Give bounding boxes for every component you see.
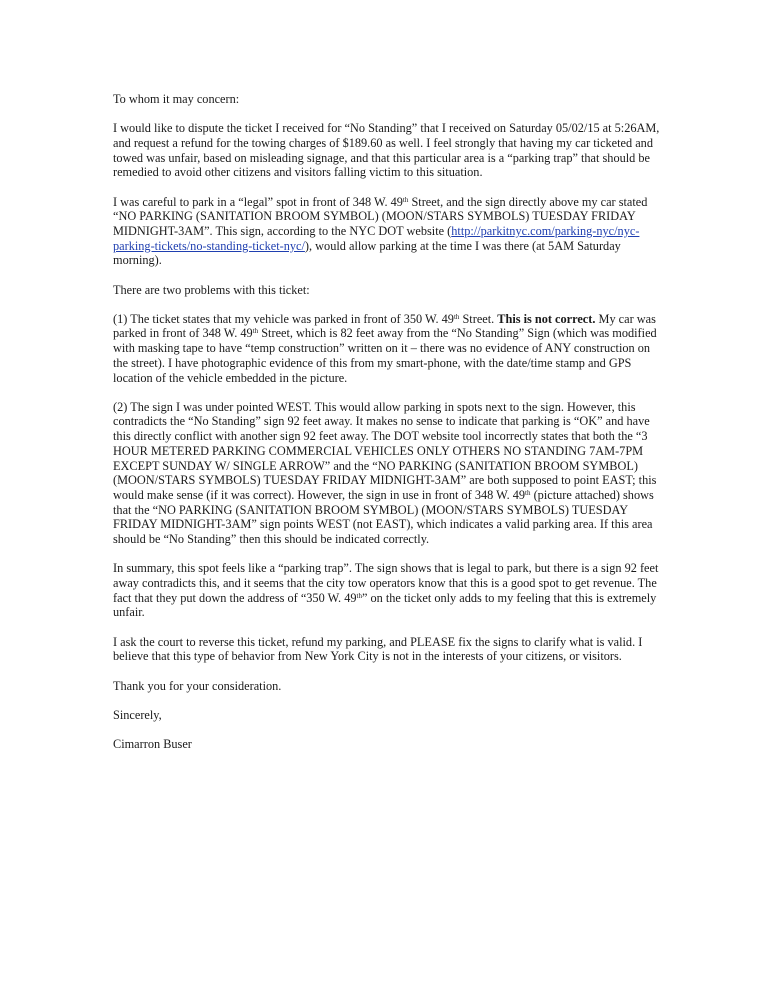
dot-website-link[interactable]: http://parkitnyc.com/parking-nyc/nyc-parking-tickets/no-standing-ticket-nyc/ [113, 223, 640, 253]
salutation: To whom it may concern: [113, 92, 240, 106]
paragraph-problems-intro: There are two problems with this ticket: [113, 282, 310, 297]
closing: Sincerely, [113, 707, 162, 722]
paragraph-problem-1: (1) The ticket states that my vehicle was parked in front of 350 W. 49th Street. This is not correct. My car was parked in front of 348 W. 49th Street, which is 82 feet away from the “No Standing” Sign (which was modified with masking tape to have “temp construction” written on it – there was no evidence of ANY construction on the street). I have photographic evidence of this from my smart-phone, with the date/time stamp and GPS location of the vehicle embedded in the picture. [113, 311, 657, 385]
not-correct-emphasis: This is not correct. [497, 311, 596, 326]
signature: Cimarron Buser [113, 736, 192, 751]
paragraph-summary: In summary, this spot feels like a “parking trap”. The sign shows that is legal to park, but there is a sign 92 feet away contradicts this, and it seems that the city tow operators know that this is a good spot to get revenue. The fact that they put down the address of “350 W. 49th” on the ticket only adds to my feeling that this is extremely unfair. [113, 561, 659, 620]
paragraph-parking-spot: I was careful to park in a “legal” spot in front of 348 W. 49th Street, and the sign directly above my car stated “NO PARKING (SANITATION BROOM SYMBOL) (MOON/STARS SYMBOLS) TUESDAY FRIDAY MIDNIGHT-3AM”. This sign, according to the NYC DOT website (http://parkitnyc.com/parking-nyc/nyc-parking-tickets/no-standing-ticket-nyc/), would allow parking at the time I was there (at 5AM Saturday morning). [113, 194, 648, 268]
paragraph-intro: I would like to dispute the ticket I received for “No Standing” that I received on Saturday 05/02/15 at 5:26AM, and request a refund for the towing charges of $189.60 as well. I feel strongly that having my car ticketed and towed was unfair, based on misleading signage, and that this particular area is a “parking trap” that should be remedied to avoid other citizens and visitors falling victim to this situation. [113, 121, 660, 180]
paragraph-thanks: Thank you for your consideration. [113, 678, 282, 693]
paragraph-problem-2: (2) The sign I was under pointed WEST. This would allow parking in spots next to the sign. However, this contradicts the “No Standing” sign 92 feet away. It makes no sense to indicate that parking is “OK” and have this directly conflict with another sign 92 feet away. The DOT website tool incorrectly states that both the “3 HOUR METERED PARKING COMMERCIAL VEHICLES ONLY OTHERS NO STANDING 7AM-7PM EXCEPT SUNDAY W/ SINGLE ARROW” and the “NO PARKING (SANITATION BROOM SYMBOL) (MOON/STARS SYMBOLS) TUESDAY FRIDAY MIDNIGHT-3AM” are both supposed to point EAST; this would make sense (if it was correct). However, the sign in use in front of 348 W. 49th (picture attached) shows that the “NO PARKING (SANITATION BROOM SYMBOL) (MOON/STARS SYMBOLS) TUESDAY FRIDAY MIDNIGHT-3AM” sign points WEST (not EAST), which indicates a valid parking area. If this area should be “No Standing” then this should be indicated correctly. [113, 399, 657, 547]
paragraph-request: I ask the court to reverse this ticket, refund my parking, and PLEASE fix the signs to clarify what is valid. I believe that this type of behavior from New York City is not in the interests of your citizens, or visitors. [113, 634, 643, 664]
